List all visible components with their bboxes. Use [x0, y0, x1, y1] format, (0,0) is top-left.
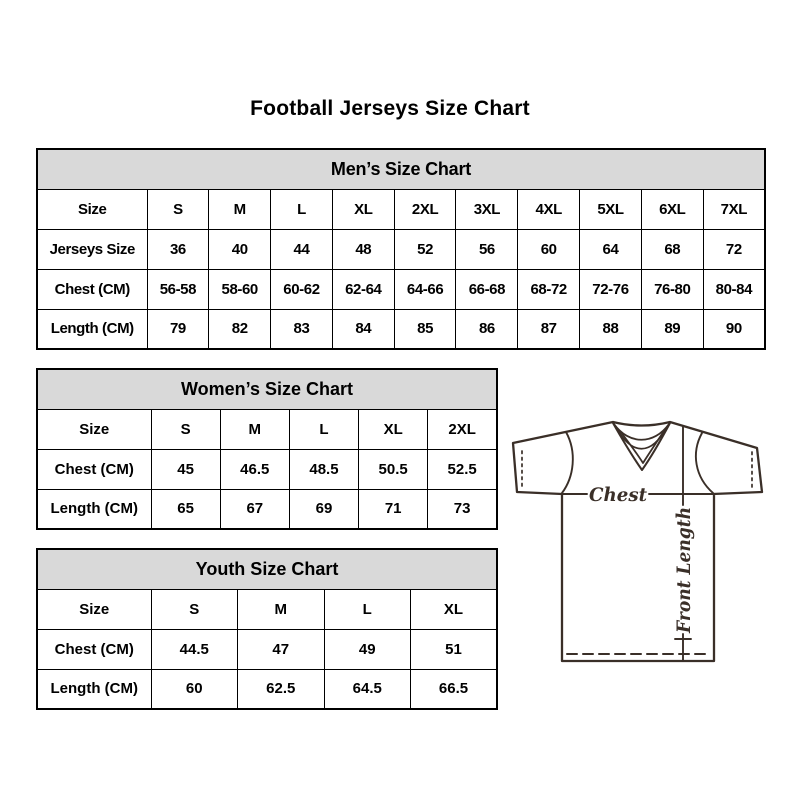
- value-cell: 72-76: [580, 269, 642, 309]
- value-cell: 45: [151, 449, 220, 489]
- size-cell: 2XL: [394, 189, 456, 229]
- value-cell: 79: [147, 309, 209, 349]
- size-cell: S: [147, 189, 209, 229]
- value-cell: 82: [209, 309, 271, 349]
- value-cell: 62.5: [238, 669, 325, 709]
- row-label: Length (CM): [37, 489, 151, 529]
- value-cell: 52: [394, 229, 456, 269]
- value-cell: 76-80: [641, 269, 703, 309]
- front-length-label: Front Length: [673, 492, 695, 633]
- size-cell: 7XL: [703, 189, 765, 229]
- table-row: [37, 309, 765, 349]
- value-cell: 40: [209, 229, 271, 269]
- value-cell: 68: [641, 229, 703, 269]
- value-cell: 64.5: [324, 669, 411, 709]
- womens-table-title: Women’s Size Chart: [37, 369, 497, 409]
- womens-size-table: [36, 368, 498, 530]
- size-cell: XL: [332, 189, 394, 229]
- value-cell: 58-60: [209, 269, 271, 309]
- value-cell: 80-84: [703, 269, 765, 309]
- table-row: [37, 189, 765, 229]
- value-cell: 56-58: [147, 269, 209, 309]
- size-cell: 5XL: [580, 189, 642, 229]
- right-armhole-seam: [696, 433, 713, 493]
- value-cell: 71: [359, 489, 428, 529]
- value-cell: 60: [518, 229, 580, 269]
- value-cell: 84: [332, 309, 394, 349]
- value-cell: 44.5: [151, 629, 238, 669]
- value-cell: 88: [580, 309, 642, 349]
- jersey-outline: [513, 422, 762, 661]
- value-cell: 60: [151, 669, 238, 709]
- table-row: [37, 409, 497, 449]
- size-cell: 3XL: [456, 189, 518, 229]
- youth-table-title: Youth Size Chart: [37, 549, 497, 589]
- table-row: [37, 269, 765, 309]
- table-row: [37, 489, 497, 529]
- value-cell: 60-62: [271, 269, 333, 309]
- size-cell: M: [209, 189, 271, 229]
- table-row: [37, 229, 765, 269]
- row-label: Size: [37, 409, 151, 449]
- value-cell: 56: [456, 229, 518, 269]
- size-cell: 6XL: [641, 189, 703, 229]
- left-armhole-seam: [562, 432, 573, 493]
- size-cell: M: [238, 589, 325, 629]
- row-label: Jerseys Size: [37, 229, 147, 269]
- value-cell: 72: [703, 229, 765, 269]
- value-cell: 51: [411, 629, 498, 669]
- value-cell: 48.5: [289, 449, 358, 489]
- youth-size-table: [36, 548, 498, 710]
- value-cell: 69: [289, 489, 358, 529]
- value-cell: 52.5: [428, 449, 497, 489]
- value-cell: 47: [238, 629, 325, 669]
- row-label: Chest (CM): [37, 269, 147, 309]
- size-cell: L: [324, 589, 411, 629]
- row-label: Length (CM): [37, 309, 147, 349]
- size-cell: S: [151, 589, 238, 629]
- size-cell: L: [289, 409, 358, 449]
- value-cell: 44: [271, 229, 333, 269]
- value-cell: 48: [332, 229, 394, 269]
- mens-size-table: [36, 148, 766, 350]
- size-cell: M: [220, 409, 289, 449]
- value-cell: 46.5: [220, 449, 289, 489]
- value-cell: 83: [271, 309, 333, 349]
- value-cell: 89: [641, 309, 703, 349]
- size-cell: XL: [411, 589, 498, 629]
- value-cell: 49: [324, 629, 411, 669]
- row-label: Size: [37, 589, 151, 629]
- value-cell: 86: [456, 309, 518, 349]
- size-cell: S: [151, 409, 220, 449]
- size-cell: L: [271, 189, 333, 229]
- size-cell: XL: [359, 409, 428, 449]
- chest-label: Chest: [589, 484, 648, 506]
- value-cell: 85: [394, 309, 456, 349]
- value-cell: 66.5: [411, 669, 498, 709]
- mens-table-title: Men’s Size Chart: [37, 149, 765, 189]
- value-cell: 73: [428, 489, 497, 529]
- page-title: Football Jerseys Size Chart: [250, 97, 530, 120]
- value-cell: 64-66: [394, 269, 456, 309]
- table-row: [37, 669, 497, 709]
- size-cell: 4XL: [518, 189, 580, 229]
- value-cell: 67: [220, 489, 289, 529]
- row-label: Chest (CM): [37, 449, 151, 489]
- row-label: Size: [37, 189, 147, 229]
- value-cell: 90: [703, 309, 765, 349]
- value-cell: 87: [518, 309, 580, 349]
- value-cell: 68-72: [518, 269, 580, 309]
- vneck-outer: [613, 423, 670, 470]
- value-cell: 50.5: [359, 449, 428, 489]
- table-row: [37, 629, 497, 669]
- value-cell: 62-64: [332, 269, 394, 309]
- value-cell: 66-68: [456, 269, 518, 309]
- table-row: [37, 589, 497, 629]
- row-label: Chest (CM): [37, 629, 151, 669]
- value-cell: 36: [147, 229, 209, 269]
- row-label: Length (CM): [37, 669, 151, 709]
- jersey-measurement-diagram: [498, 400, 782, 672]
- size-cell: 2XL: [428, 409, 497, 449]
- value-cell: 65: [151, 489, 220, 529]
- value-cell: 64: [580, 229, 642, 269]
- table-row: [37, 449, 497, 489]
